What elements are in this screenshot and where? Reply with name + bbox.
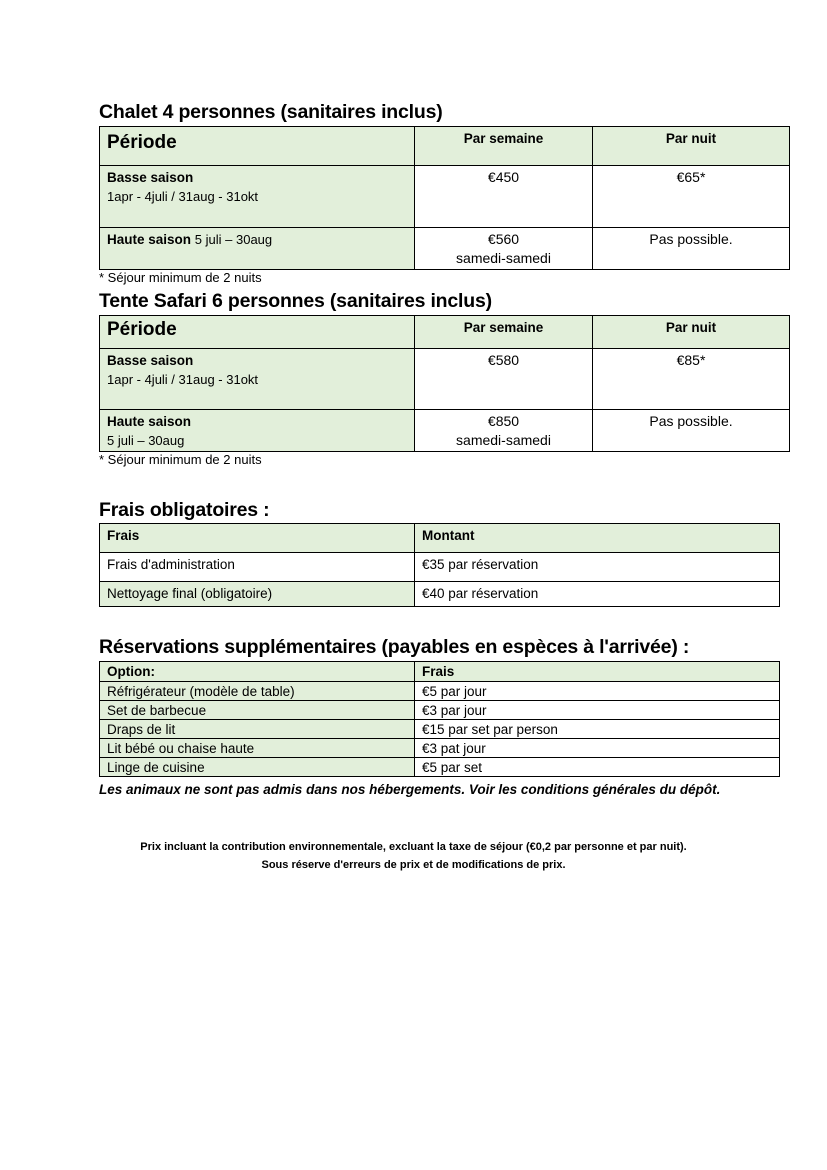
header-par-semaine: Par semaine [415, 316, 593, 349]
night-price: €85* [593, 349, 790, 410]
table-row [100, 682, 780, 701]
header-periode: Période [100, 127, 415, 166]
season-label: Haute saison [107, 414, 192, 429]
header-periode: Période [100, 316, 415, 349]
week-price-cell [415, 228, 593, 270]
week-note: samedi-samedi [456, 250, 551, 266]
option-label: Draps de lit [100, 720, 415, 739]
week-price: €580 [415, 349, 593, 410]
week-price-cell [415, 410, 593, 452]
fees-table [99, 523, 780, 607]
header-par-semaine: Par semaine [415, 127, 593, 166]
fee-amount: €35 par réservation [415, 553, 780, 582]
chalet-title: Chalet 4 personnes (sanitaires inclus) [99, 101, 443, 123]
period-cell [100, 228, 415, 270]
header-frais: Frais [100, 524, 415, 553]
period-cell [100, 349, 415, 410]
safari-minimum-note: * Séjour minimum de 2 nuits [99, 452, 262, 467]
season-dates: 1apr - 4juli / 31aug - 31okt [107, 372, 259, 387]
option-label: Set de barbecue [100, 701, 415, 720]
header-frais: Frais [415, 662, 780, 682]
table-header-row [100, 524, 780, 553]
night-price: Pas possible. [593, 228, 790, 270]
season-label: Basse saison [107, 353, 194, 368]
header-option: Option: [100, 662, 415, 682]
table-row [100, 739, 780, 758]
table-header-row [100, 662, 780, 682]
table-row [100, 166, 790, 228]
header-par-nuit: Par nuit [593, 316, 790, 349]
footer-environment-note: Prix incluant la contribution environnementale, excluant la taxe de séjour (€0,2 par personne et par nuit). [140, 841, 687, 853]
table-row [100, 410, 790, 452]
pets-note: Les animaux ne sont pas admis dans nos hébergements. Voir les conditions générales du dépôt. [99, 782, 721, 797]
season-dates: 1apr - 4juli / 31aug - 31okt [107, 189, 259, 204]
table-row [100, 349, 790, 410]
period-cell [100, 166, 415, 228]
table-row [100, 720, 780, 739]
option-price: €3 par jour [415, 701, 780, 720]
table-row [100, 582, 780, 607]
option-label: Réfrigérateur (modèle de table) [100, 682, 415, 701]
week-note: samedi-samedi [456, 432, 551, 448]
extras-table [99, 661, 780, 777]
week-price: €450 [415, 166, 593, 228]
header-par-nuit: Par nuit [593, 127, 790, 166]
chalet-minimum-note: * Séjour minimum de 2 nuits [99, 270, 262, 285]
safari-price-table [99, 315, 790, 452]
season-dates: 5 juli – 30aug [194, 232, 273, 247]
week-price: €560 [487, 231, 520, 247]
option-price: €5 par jour [415, 682, 780, 701]
table-row [100, 228, 790, 270]
fee-label: Nettoyage final (obligatoire) [100, 582, 415, 607]
season-label: Haute saison [107, 232, 192, 247]
week-price: €850 [487, 413, 520, 429]
period-cell [100, 410, 415, 452]
option-label: Linge de cuisine [100, 758, 415, 777]
table-row [100, 701, 780, 720]
fee-label: Frais d'administration [100, 553, 415, 582]
season-dates: 5 juli – 30aug [107, 433, 185, 448]
option-price: €5 par set [415, 758, 780, 777]
extras-title: Réservations supplémentaires (payables en espèces à l'arrivée) : [99, 636, 690, 658]
fees-title: Frais obligatoires : [99, 499, 270, 521]
option-price: €3 pat jour [415, 739, 780, 758]
table-header-row [100, 316, 790, 349]
table-row [100, 553, 780, 582]
night-price: Pas possible. [593, 410, 790, 452]
table-row [100, 758, 780, 777]
header-montant: Montant [415, 524, 780, 553]
option-label: Lit bébé ou chaise haute [100, 739, 415, 758]
table-header-row [100, 127, 790, 166]
fee-amount: €40 par réservation [415, 582, 780, 607]
night-price: €65* [593, 166, 790, 228]
option-price: €15 par set par person [415, 720, 780, 739]
footer-price-disclaimer: Sous réserve d'erreurs de prix et de modifications de prix. [261, 859, 566, 871]
season-label: Basse saison [107, 170, 194, 185]
chalet-price-table [99, 126, 790, 270]
safari-title: Tente Safari 6 personnes (sanitaires inclus) [99, 290, 492, 312]
